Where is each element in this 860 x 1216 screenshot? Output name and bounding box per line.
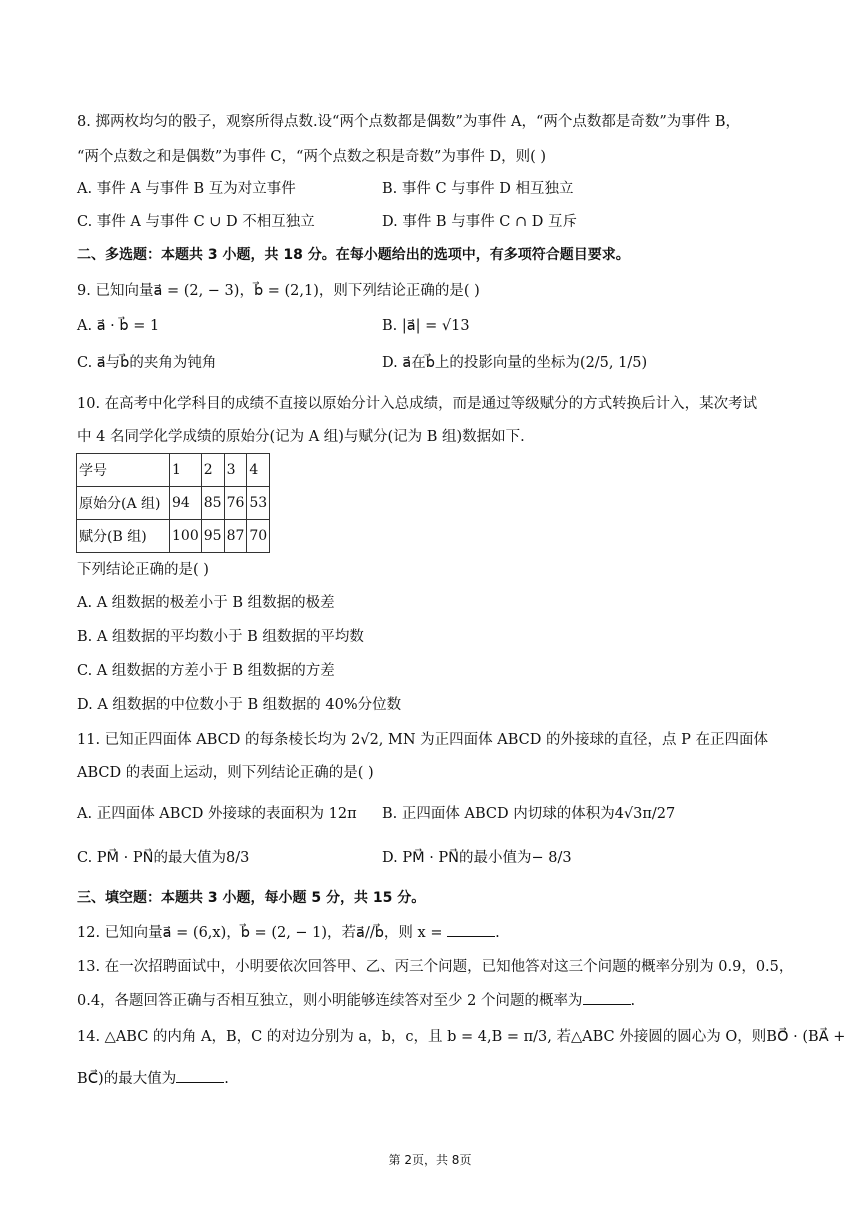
q8-option-d: D. 事件 B 与事件 C ∩ D 互斥 [382,214,578,230]
q14-stem-text: BC⃗)的最大值为 [77,1071,177,1087]
table-header-cell: 2 [201,454,224,487]
q8-option-b: B. 事件 C 与事件 D 相互独立 [382,181,574,197]
table-header-row [77,454,270,487]
q9-option-d: D. a⃗在b⃗上的投影向量的坐标为(2/5, 1/5) [382,355,648,371]
q11-option-d: D. PM⃗ · PN⃗的最小值为− 8/3 [382,850,572,866]
q10-score-table [76,453,270,553]
q13-stem-line2 [77,990,635,1011]
q14-stem-line2 [77,1068,229,1089]
q14-stem-line1: 14. △ABC 的内角 A，B，C 的对边分别为 a，b，c，且 b = 4,B = π/3, 若△ABC 外接圆的圆心为 O，则BO⃗ · (BA⃗ + [77,1029,846,1045]
table-cell: 100 [170,520,202,553]
q10-option-b: B. A 组数据的平均数小于 B 组数据的平均数 [77,629,364,645]
section-3-heading: 三、填空题：本题共 3 小题，每小题 5 分，共 15 分。 [77,890,426,906]
table-cell: 85 [201,487,224,520]
q12-stem-text: 12. 已知向量a⃗ = (6,x)，b⃗ = (2, − 1)，若a⃗//b⃗，则 x = [77,925,443,941]
q10-stem-line1: 10. 在高考中化学科目的成绩不直接以原始分计入总成绩，而是通过等级赋分的方式转换后计入，某次考试 [77,396,758,412]
q11-option-a: A. 正四面体 ABCD 外接球的表面积为 12π [77,806,357,822]
q9-option-c: C. a⃗与b⃗的夹角为钝角 [77,355,217,371]
q9-option-a: A. a⃗ · b⃗ = 1 [77,318,160,334]
q13-stem-line1: 13. 在一次招聘面试中，小明要依次回答甲、乙、丙三个问题，已知他答对这三个问题的概率分别为 0.9，0.5， [77,959,794,975]
table-cell: 76 [224,487,247,520]
table-row [77,487,270,520]
q8-option-c: C. 事件 A 与事件 C ∪ D 不相互独立 [77,214,315,230]
q11-stem-line1: 11. 已知正四面体 ABCD 的每条棱长均为 2√2, MN 为正四面体 ABCD 的外接球的直径，点 P 在正四面体 [77,732,768,748]
table-header-cell: 3 [224,454,247,487]
table-header-cell: 4 [247,454,270,487]
table-cell: 95 [201,520,224,553]
q8-stem-line2: “两个点数之和是偶数”为事件 C，“两个点数之积是奇数”为事件 D，则( ) [77,149,547,165]
q13-stem-text: 0.4，各题回答正确与否相互独立，则小明能够连续答对至少 2 个问题的概率为 [77,993,583,1009]
answer-blank [447,922,495,937]
q8-stem-line1: 8. 掷两枚均匀的骰子，观察所得点数.设“两个点数都是偶数”为事件 A，“两个点数都是奇数”为事件 B， [77,114,741,130]
q12-stem [77,922,500,943]
table-header-cell: 1 [170,454,202,487]
q10-option-c: C. A 组数据的方差小于 B 组数据的方差 [77,663,335,679]
q9-stem: 9. 已知向量a⃗ = (2, − 3)，b⃗ = (2,1)，则下列结论正确的是( ) [77,283,480,299]
q10-stem-line2: 中 4 名同学化学成绩的原始分(记为 A 组)与赋分(记为 B 组)数据如下. [77,429,525,445]
table-cell: 87 [224,520,247,553]
q8-option-a: A. 事件 A 与事件 B 互为对立事件 [77,181,296,197]
table-row [77,520,270,553]
q14-period: . [224,1071,229,1087]
section-2-heading: 二、多选题：本题共 3 小题，共 18 分。在每小题给出的选项中，有多项符合题目要求。 [77,247,630,263]
table-cell: 53 [247,487,270,520]
q10-option-d: D. A 组数据的中位数小于 B 组数据的 40%分位数 [77,697,402,713]
page-number-footer: 第 2页，共 8页 [388,1153,472,1167]
q13-period: . [630,993,636,1009]
q11-stem-line2: ABCD 的表面上运动，则下列结论正确的是( ) [77,765,374,781]
q11-option-b: B. 正四面体 ABCD 内切球的体积为4√3π/27 [382,806,676,822]
answer-blank [176,1068,224,1083]
q10-option-a: A. A 组数据的极差小于 B 组数据的极差 [77,595,335,611]
table-cell: 赋分(B 组) [77,520,170,553]
q11-option-c: C. PM⃗ · PN⃗的最大值为8/3 [77,850,250,866]
answer-blank [583,990,631,1005]
table-header-cell: 学号 [77,454,170,487]
q9-option-b: B. |a⃗| = √13 [382,318,470,334]
table-cell: 原始分(A 组) [77,487,170,520]
table-cell: 70 [247,520,270,553]
table-cell: 94 [170,487,202,520]
q10-prompt: 下列结论正确的是( ) [77,562,209,578]
q12-period: . [495,925,500,941]
